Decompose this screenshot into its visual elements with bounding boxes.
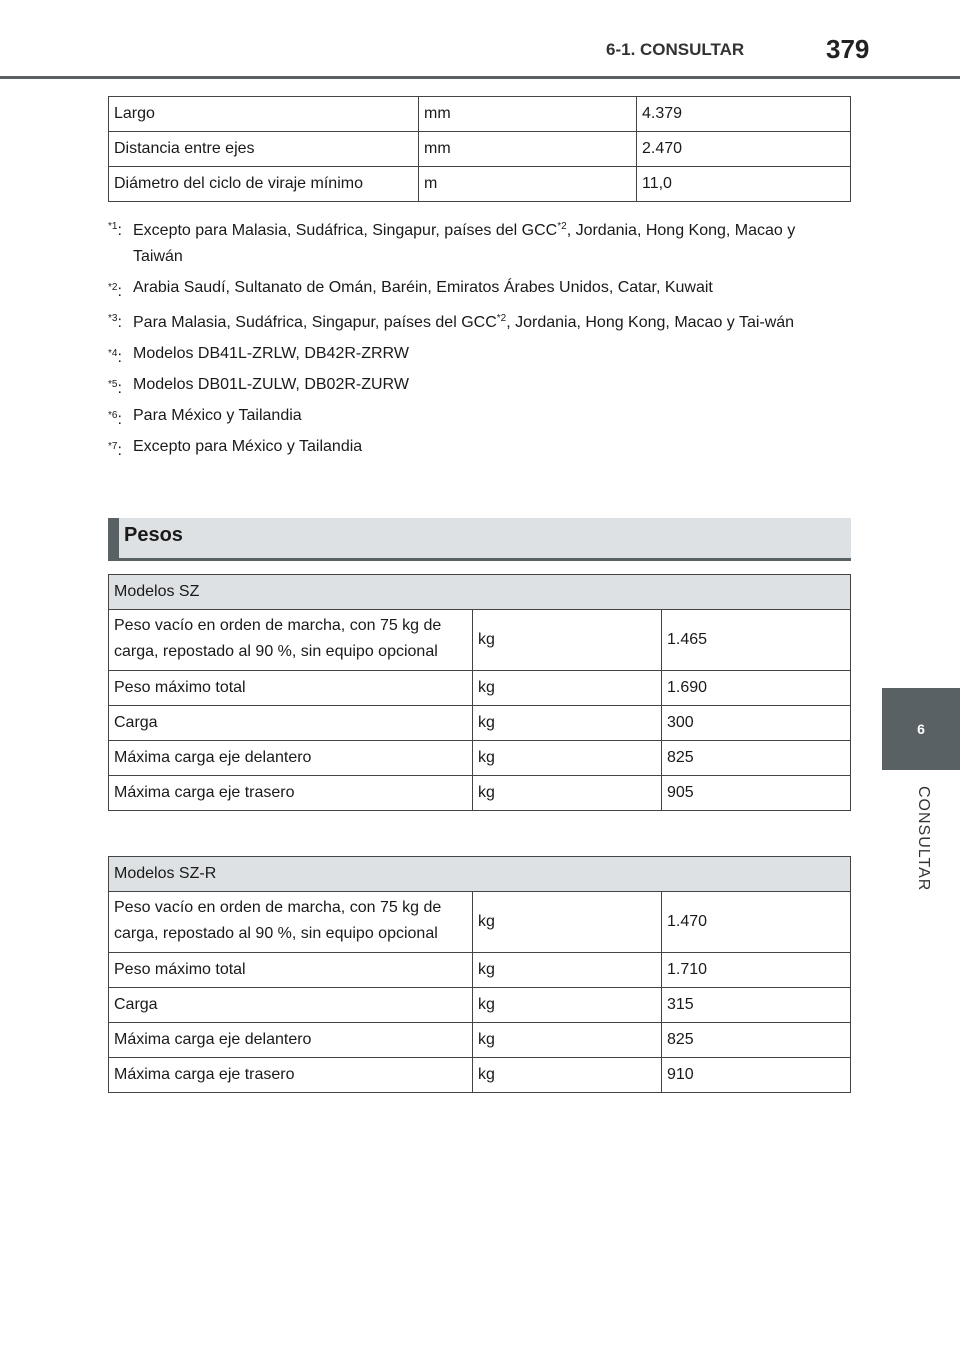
footnote-marker: $^{*3}$:	[108, 313, 122, 331]
value-cell: 825	[662, 1023, 851, 1058]
footnote-marker: $^{*2}$:	[108, 282, 122, 300]
header-divider	[0, 76, 960, 79]
item-cell: Peso máximo total	[109, 671, 473, 706]
value-cell: 825	[662, 741, 851, 776]
item-cell: Máxima carga eje delantero	[109, 741, 473, 776]
item-cell: Máxima carga eje delantero	[109, 1023, 473, 1058]
item-cell: Largo	[109, 97, 419, 132]
table-row	[109, 1058, 851, 1093]
chapter-tab[interactable]	[882, 688, 960, 770]
value-cell: 4.379	[637, 97, 851, 132]
item-cell: Peso vacío en orden de marcha, con 75 kg de carga, repostado al 90 %, sin equipo opcional	[109, 610, 473, 671]
footnote	[108, 275, 848, 301]
table-row	[109, 706, 851, 741]
table-row	[109, 953, 851, 988]
item-cell: Carga	[109, 706, 473, 741]
footnote-text: Arabia Saudí, Sultanato de Omán, Baréin, Emiratos Árabes Unidos, Catar, Kuwait	[133, 279, 713, 296]
footnote-marker: $^{*7}$:	[108, 441, 122, 459]
footnote-text: Modelos DB01L-ZULW, DB02R-ZURW	[133, 376, 409, 393]
table-row	[109, 776, 851, 811]
footnote-ref: *2	[557, 221, 567, 232]
footnote-ref: *2	[496, 313, 507, 324]
unit-cell: kg	[473, 892, 662, 953]
footnotes	[108, 214, 848, 465]
footnote-marker: $^{*4}$:	[108, 348, 122, 366]
table-header: Modelos SZ-R	[109, 857, 851, 892]
value-cell: 1.470	[662, 892, 851, 953]
table-row	[109, 988, 851, 1023]
section-title-weights: Pesos	[124, 524, 183, 546]
value-cell: 11,0	[637, 167, 851, 202]
table-row	[109, 741, 851, 776]
table-header-row	[109, 575, 851, 610]
item-cell: Máxima carga eje trasero	[109, 1058, 473, 1093]
szr-weights-table	[108, 856, 851, 1093]
table-row	[109, 671, 851, 706]
footnote	[108, 306, 848, 336]
table-row	[109, 610, 851, 671]
unit-cell: kg	[473, 671, 662, 706]
item-cell: Máxima carga eje trasero	[109, 776, 473, 811]
footnote-marker: $^{*5}$:	[108, 379, 122, 397]
dimensions-table	[108, 96, 851, 202]
unit-cell: kg	[473, 610, 662, 671]
footnote	[108, 214, 848, 270]
footnote	[108, 372, 848, 398]
unit-cell: mm	[419, 97, 637, 132]
footnote-marker: $^{*1}$:	[108, 221, 122, 239]
footnote-text: Para Malasia, Sudáfrica, Singapur, países del GCC	[133, 314, 497, 331]
unit-cell: m	[419, 167, 637, 202]
table-row	[109, 892, 851, 953]
footnote	[108, 403, 848, 429]
item-cell: Peso vacío en orden de marcha, con 75 kg de carga, repostado al 90 %, sin equipo opcional	[109, 892, 473, 953]
value-cell: 905	[662, 776, 851, 811]
unit-cell: kg	[473, 706, 662, 741]
footnote-text: Excepto para México y Tailandia	[133, 438, 363, 455]
unit-cell: kg	[473, 988, 662, 1023]
footnote-text: , Jordania, Hong Kong, Macao y Taiwán	[133, 222, 796, 265]
table-row	[109, 1023, 851, 1058]
footnote-text: Para México y Tailandia	[133, 407, 302, 424]
page-number: 379	[826, 34, 870, 64]
footnote-text: , Jordania, Hong Kong, Macao y Tai-wán	[506, 314, 795, 331]
unit-cell: kg	[473, 953, 662, 988]
table-header: Modelos SZ	[109, 575, 851, 610]
value-cell: 1.465	[662, 610, 851, 671]
value-cell: 910	[662, 1058, 851, 1093]
unit-cell: kg	[473, 1023, 662, 1058]
footnote-text: Modelos DB41L-ZRLW, DB42R-ZRRW	[133, 345, 409, 362]
table-row	[109, 167, 851, 202]
item-cell: Diámetro del ciclo de viraje mínimo	[109, 167, 419, 202]
section-heading	[108, 518, 851, 561]
item-cell: Carga	[109, 988, 473, 1023]
footnote-marker: $^{*6}$:	[108, 410, 122, 428]
value-cell: 2.470	[637, 132, 851, 167]
item-cell: Distancia entre ejes	[109, 132, 419, 167]
unit-cell: kg	[473, 1058, 662, 1093]
value-cell: 300	[662, 706, 851, 741]
value-cell: 1.690	[662, 671, 851, 706]
section-accent	[108, 518, 119, 558]
footnote	[108, 341, 848, 367]
table-header-row	[109, 857, 851, 892]
item-cell: Peso máximo total	[109, 953, 473, 988]
section-title: 6-1. CONSULTAR	[606, 40, 745, 59]
unit-cell: kg	[473, 741, 662, 776]
sz-weights-table	[108, 574, 851, 811]
table-row	[109, 132, 851, 167]
value-cell: 315	[662, 988, 851, 1023]
chapter-label: CONSULTAR	[915, 786, 932, 892]
unit-cell: kg	[473, 776, 662, 811]
unit-cell: mm	[419, 132, 637, 167]
value-cell: 1.710	[662, 953, 851, 988]
footnote-text: Excepto para Malasia, Sudáfrica, Singapur, países del GCC	[133, 222, 558, 239]
footnote	[108, 434, 848, 460]
chapter-number: 6	[917, 721, 925, 737]
table-row	[109, 97, 851, 132]
